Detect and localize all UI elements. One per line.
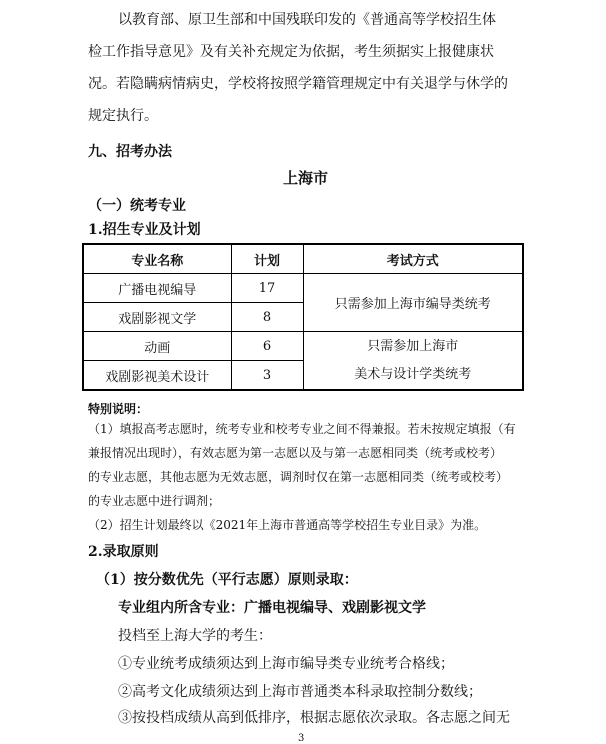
notes-line-2: 兼报情况出现时），有效志愿为第一志愿以及与第一志愿相同类（统考或校考） bbox=[88, 446, 503, 460]
body-line-1: 投档至上海大学的考生： bbox=[118, 628, 272, 644]
plan-table bbox=[82, 243, 524, 391]
table-row bbox=[83, 332, 523, 361]
exam-method-b-line2: 美术与设计学类统考 bbox=[354, 366, 472, 382]
admission-title: 2.录取原则 bbox=[88, 544, 159, 560]
major-name: 戏剧影视美术设计 bbox=[83, 361, 231, 391]
sub-title: （一）统考专业 bbox=[88, 198, 186, 214]
section-title: 九、招考办法 bbox=[88, 144, 172, 160]
table-header-row bbox=[83, 244, 523, 274]
plan-count: 8 bbox=[231, 303, 303, 332]
intro-line-2: 检工作指导意见》及有关补充规定为依据，考生须据实上报健康状 bbox=[88, 44, 494, 60]
header-method: 考试方式 bbox=[303, 244, 523, 274]
intro-line-1: 以教育部、原卫生部和中国残联印发的《普通高等学校招生体 bbox=[118, 12, 496, 28]
plan-count: 17 bbox=[231, 274, 303, 303]
major-name: 戏剧影视文学 bbox=[83, 303, 231, 332]
group-title: 专业组内所含专业：广播电视编导、戏剧影视文学 bbox=[118, 600, 426, 616]
admission-subtitle: （1）按分数优先（平行志愿）原则录取： bbox=[96, 572, 358, 588]
notes-title: 特别说明： bbox=[88, 402, 149, 416]
body-line-4: ③按投档成绩从高到低排序，根据志愿依次录取。各志愿之间无 bbox=[118, 710, 510, 726]
intro-line-4: 规定执行。 bbox=[88, 108, 158, 124]
body-line-3: ②高考文化成绩须达到上海市普通类本科录取控制分数线； bbox=[118, 684, 482, 700]
intro-line-3: 况。若隐瞒病情病史，学校将按照学籍管理规定中有关退学与休学的 bbox=[88, 76, 508, 92]
exam-method-b-line1: 只需参加上海市 bbox=[367, 338, 459, 354]
body-line-2: ①专业统考成绩须达到上海市编导类专业统考合格线； bbox=[118, 656, 454, 672]
plan-title: 1.招生专业及计划 bbox=[88, 222, 201, 238]
plan-count: 6 bbox=[231, 332, 303, 361]
header-plan: 计划 bbox=[231, 244, 303, 274]
notes-line-5: （2）招生计划最终以《2021年上海市普通高等学校招生专业目录》为准。 bbox=[88, 518, 487, 532]
exam-method-b bbox=[303, 332, 523, 391]
notes-line-1: （1）填报高考志愿时，统考专业和校考专业之间不得兼报。若未按规定填报（有 bbox=[88, 422, 516, 436]
major-name: 动画 bbox=[83, 332, 231, 361]
major-name: 广播电视编导 bbox=[83, 274, 231, 303]
notes-line-3: 的专业志愿，其他志愿为无效志愿，调剂时仅在第一志愿相同类（统考或校考） bbox=[88, 470, 509, 484]
plan-count: 3 bbox=[231, 361, 303, 391]
city-title: 上海市 bbox=[283, 169, 329, 187]
table-row bbox=[83, 274, 523, 303]
notes-line-4: 的专业志愿中进行调剂； bbox=[88, 494, 221, 508]
page-number: 3 bbox=[298, 733, 305, 744]
header-major: 专业名称 bbox=[83, 244, 231, 274]
exam-method-a: 只需参加上海市编导类统考 bbox=[303, 274, 523, 332]
